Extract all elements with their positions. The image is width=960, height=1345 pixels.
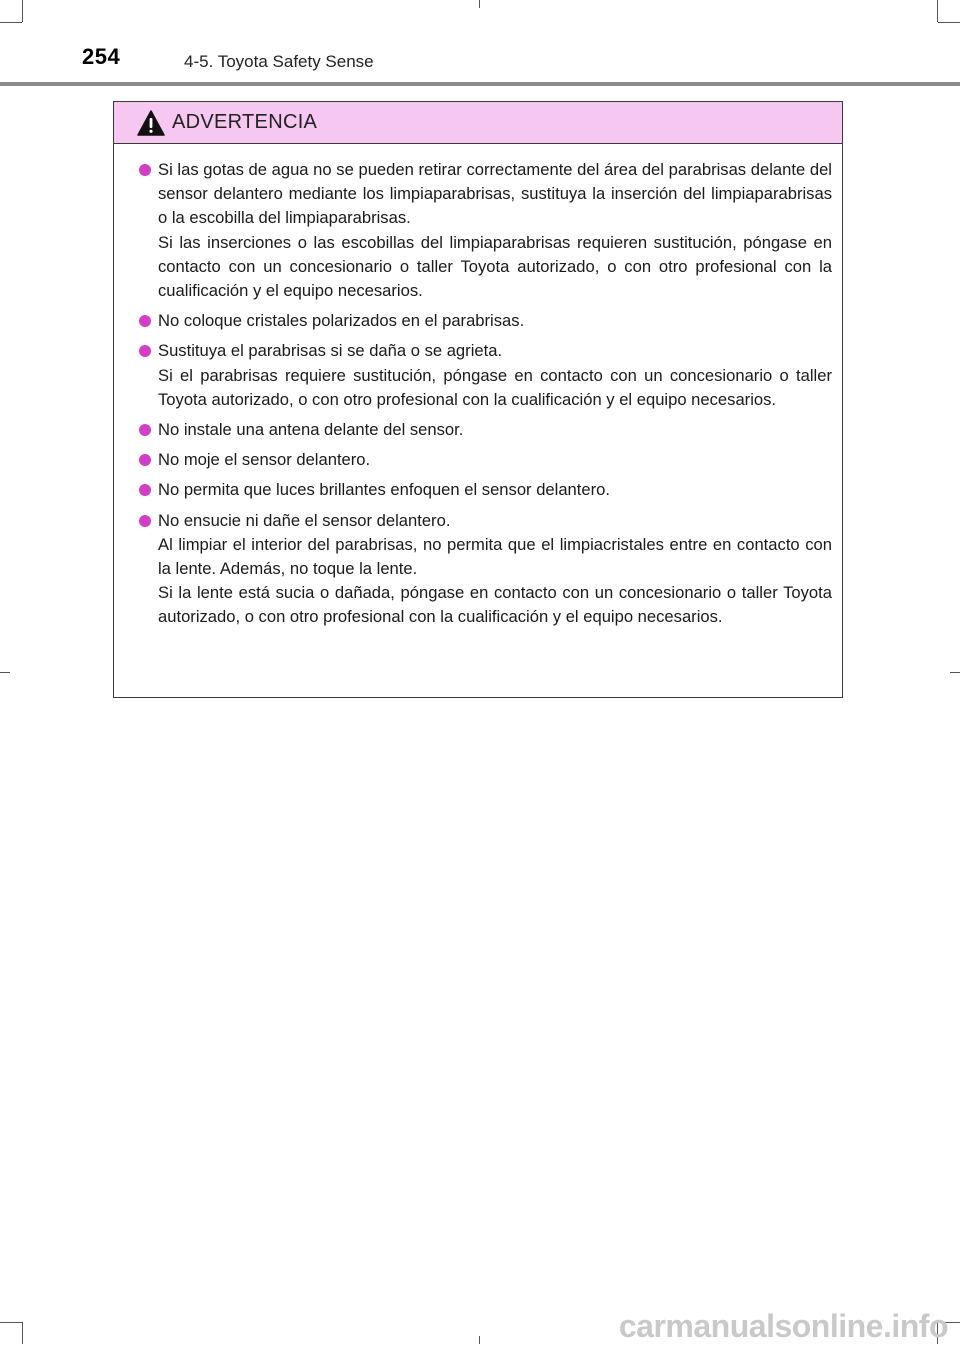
warning-box — [113, 101, 843, 698]
warning-list — [114, 144, 842, 630]
bullet-icon — [139, 515, 151, 527]
bullet-icon — [139, 345, 151, 357]
bullet-icon — [139, 164, 151, 176]
warning-item — [139, 158, 832, 303]
warning-triangle-icon — [137, 110, 165, 136]
bullet-icon — [139, 484, 151, 496]
warning-item-text: No instale una antena delante del sensor. — [158, 420, 464, 440]
warning-item-text: Al limpiar el interior del parabrisas, no permita que el limpiacristales entre en contacto con la lente. Además, no toque la lente. — [158, 534, 832, 579]
warning-item — [139, 418, 832, 442]
warning-header — [114, 102, 842, 144]
warning-item-text: No coloque cristales polarizados en el parabrisas. — [158, 311, 525, 331]
warning-item-text: Si el parabrisas requiere sustitución, póngase en contacto con un concesionario o taller Toyota autorizado, o con otro profesional con la cualificación y el equipo necesarios. — [158, 365, 832, 409]
warning-item — [139, 309, 832, 333]
bullet-icon — [139, 315, 151, 327]
warning-item-text: Si la lente está sucia o dañada, póngase en contacto con un concesionario o taller Toyota autorizado, o con otro profesional con la cualificación y el equipo necesarios. — [158, 583, 832, 627]
warning-item — [139, 478, 832, 502]
page-header — [0, 0, 960, 90]
bullet-icon — [139, 454, 151, 466]
warning-item-text: No moje el sensor delantero. — [158, 450, 371, 470]
warning-title: ADVERTENCIA — [172, 111, 318, 133]
header-rule — [0, 82, 960, 86]
warning-item-text: Si las gotas de agua no se pueden retirar correctamente del área del parabrisas delante del sensor delantero mediante los limpiaparabrisas, sustituya la inserción del limpiaparabrisas o la escobilla del limpiaparabrisas. — [158, 160, 832, 228]
warning-item-text: No ensucie ni dañe el sensor delantero. — [158, 510, 451, 530]
section-title: 4-5. Toyota Safety Sense — [184, 52, 374, 71]
warning-item — [139, 509, 832, 630]
warning-item-text: Si las inserciones o las escobillas del limpiaparabrisas requieren sustitución, póngase en contacto con un concesionario o taller Toyota autorizado, o con otro profesional con la cualificación y el equipo necesarios. — [158, 232, 832, 301]
warning-item — [139, 339, 832, 412]
page-number: 254 — [82, 44, 121, 69]
watermark: carmanualsonline.info — [618, 1308, 948, 1344]
warning-item — [139, 448, 832, 472]
warning-item-text: Sustituya el parabrisas si se daña o se agrieta. — [158, 341, 503, 361]
warning-item-text: No permita que luces brillantes enfoquen el sensor delantero. — [158, 480, 610, 500]
bullet-icon — [139, 424, 151, 436]
